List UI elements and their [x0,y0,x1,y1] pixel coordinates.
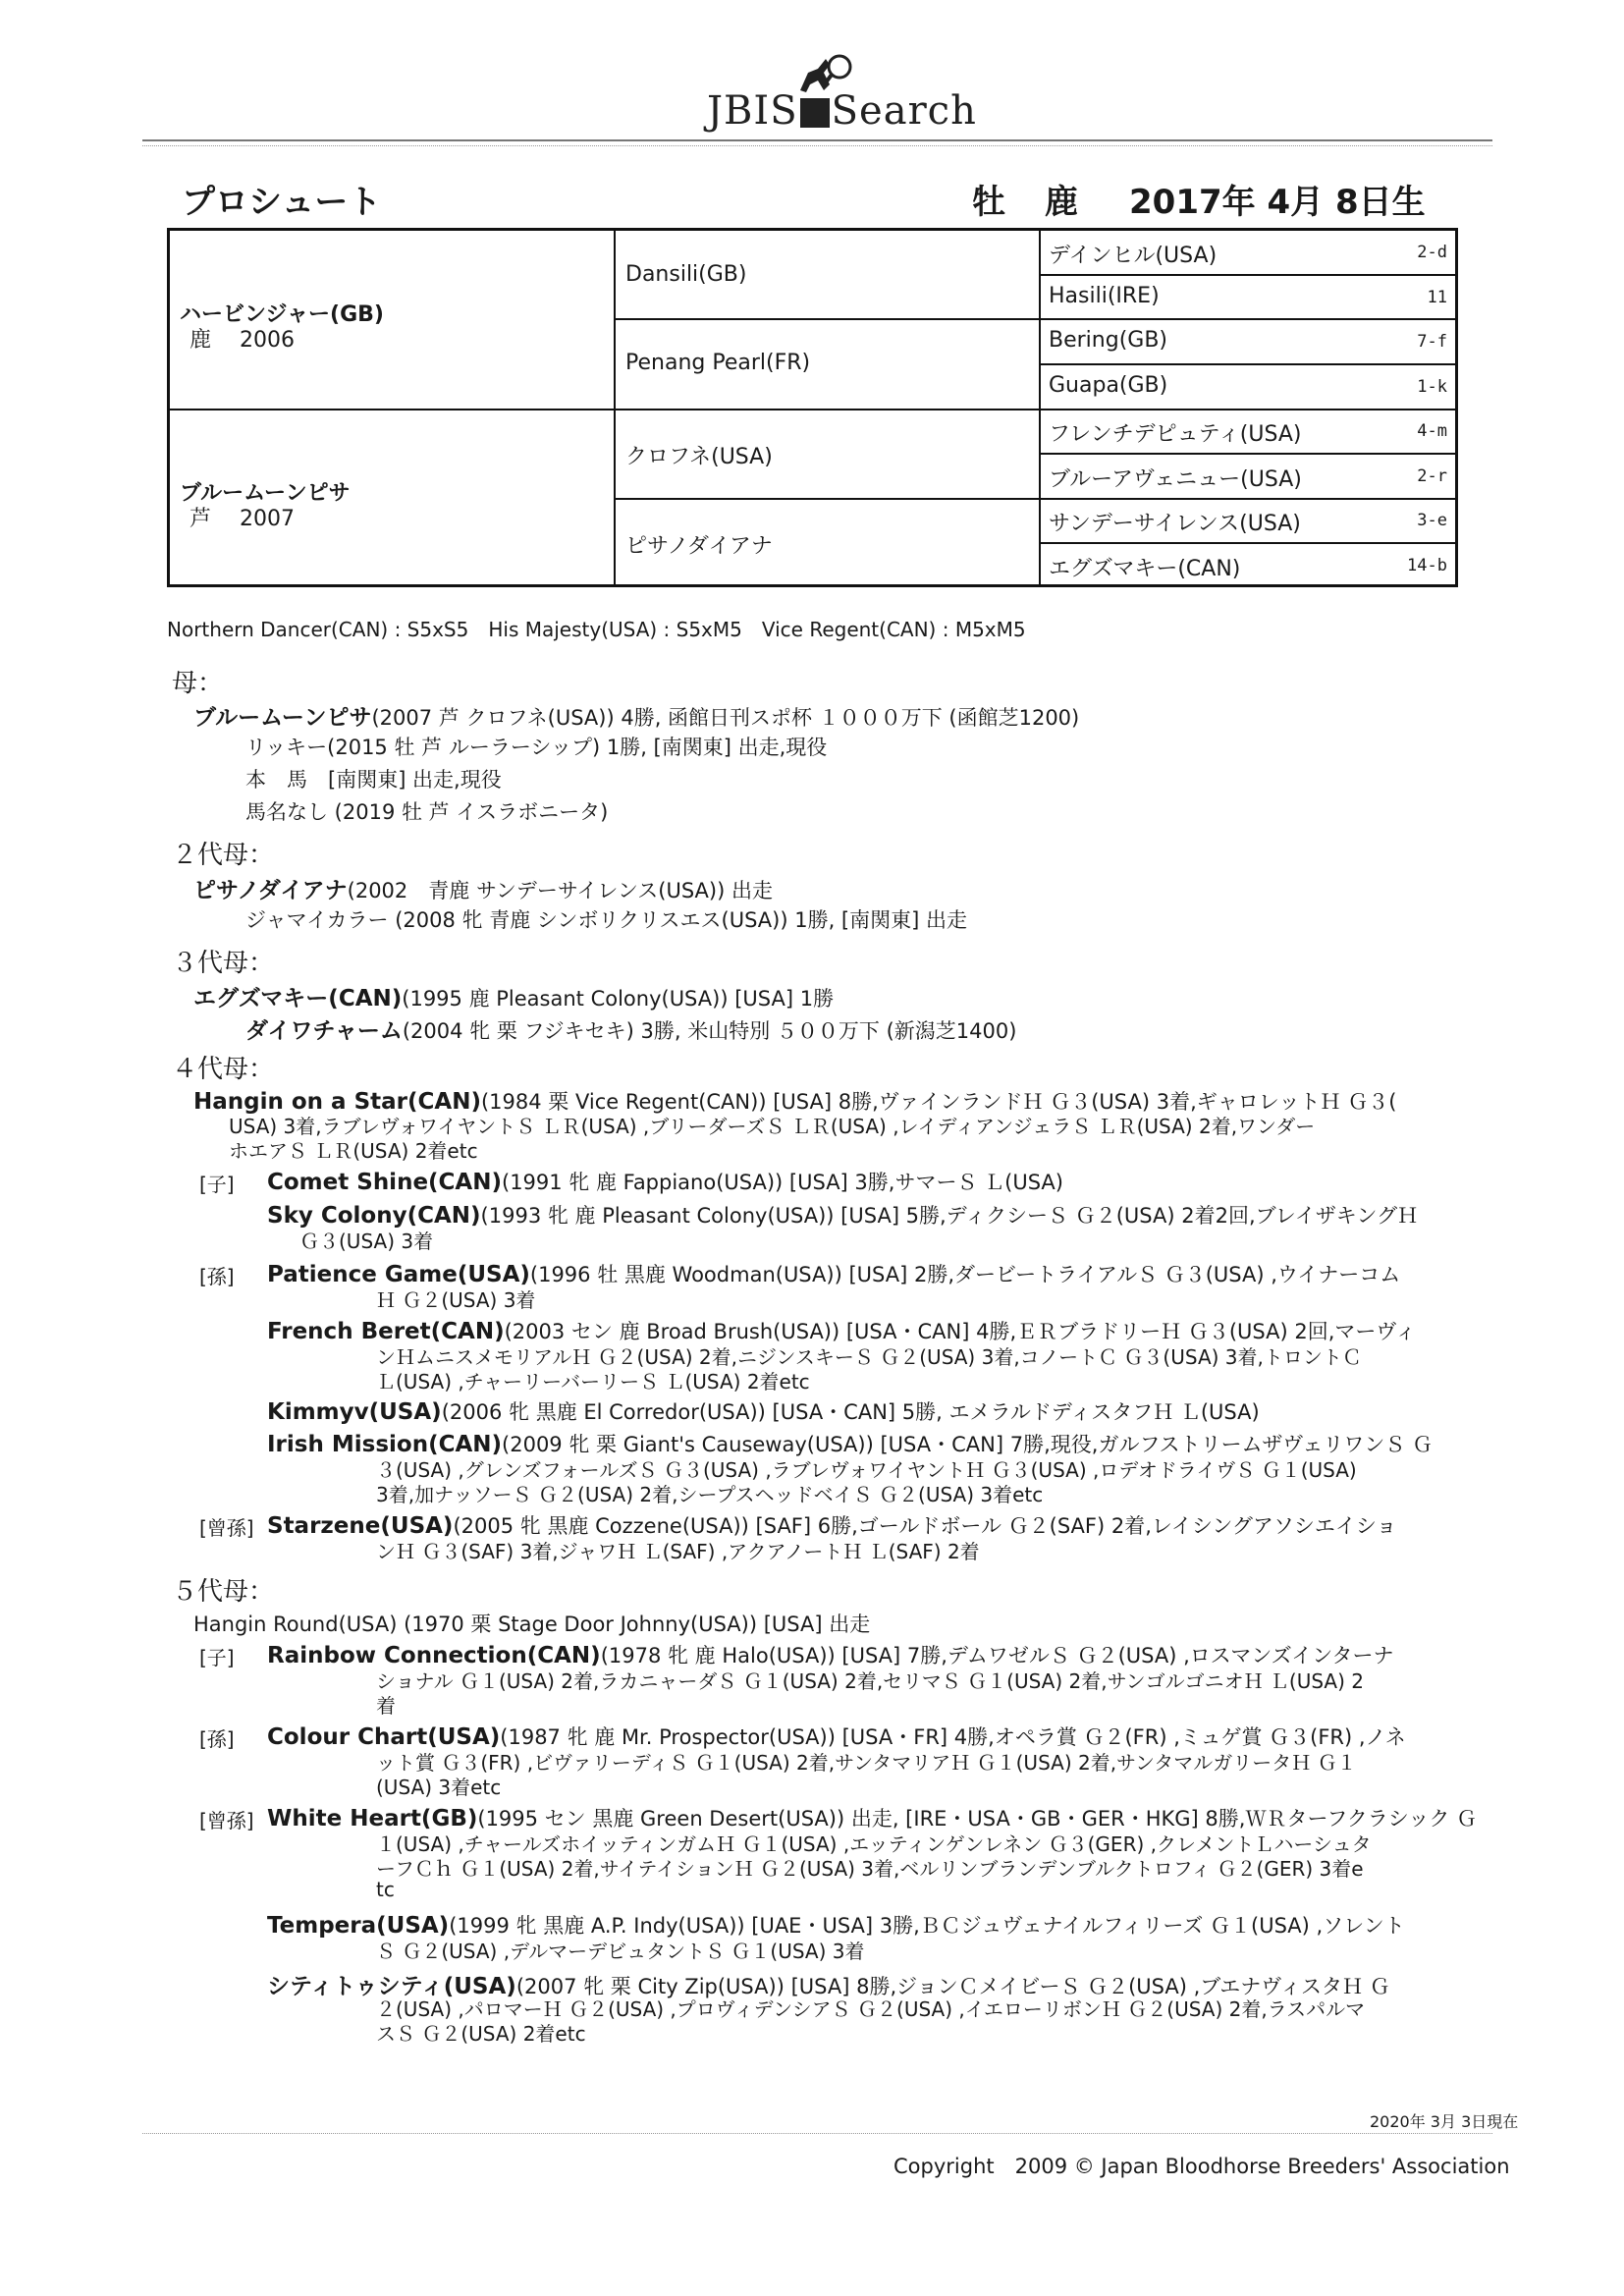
descendant-line-cont: 着 [376,1694,396,1718]
descendant-line-cont: ３(USA) ,グレンズフォールズＳ Ｇ３(USA) ,ラブレヴォワイヤントＨ Ｇ３(USA) ,ロデオドライヴＳ Ｇ１(USA) [376,1458,1357,1482]
gen3-name: デインヒル(USA) [1049,244,1218,268]
descendant-line: Starzene(USA)(2005 牝 黒鹿 Cozzene(USA)) [SAF] 6勝,ゴールドボール Ｇ２(SAF) 2着,レイシングアソシエイショ [267,1513,1397,1539]
fifth-dam-line: Hangin Round(USA) (1970 栗 Stage Door Johnny(USA)) [USA] 出走 [193,1613,871,1636]
section-third-dam: ３代母： [172,949,275,978]
dam-offspring-line: リッキー(2015 牡 芦 ルーラーシップ) 1勝, [南関東] 出走,現役 [245,736,828,759]
gen3-name: エグズマキー(CAN) [1049,557,1241,581]
gen3-family-code: 2-r [1417,466,1447,486]
dam-offspring-line: 本 馬 [南関東] 出走,現役 [245,768,502,792]
descendant-line-cont: ンＨ Ｇ３(SAF) 3着,ジャワＨ Ｌ(SAF) ,アクアノートＨ Ｌ(SAF) 2着 [376,1540,980,1563]
jbis-search-logo: JBIS Search [707,51,943,139]
fourth-dam-line-cont: ホエアＳ ＬＲ(USA) 2着etc [229,1139,478,1163]
descendant-line-cont: ンＨムニスメモリアルＨ Ｇ２(USA) 2着,ニジンスキーＳ Ｇ２(USA) 3着,コノートＣ Ｇ３(USA) 3着,トロントＣ [376,1345,1362,1369]
descendant-line-cont: Ｓ Ｇ２(USA) ,デルマーデビュタントＳ Ｇ１(USA) 3着 [376,1940,865,1963]
sire-name: ハービンジャー(GB) [180,302,384,327]
descendant-line-cont: tc [376,1878,395,1901]
gen3-name: フレンチデピュティ(USA) [1049,422,1302,447]
header-rule [142,139,1492,141]
descendant-line: French Beret(CAN)(2003 セン 鹿 Broad Brush(USA)) [USA・CAN] 4勝,ＥＲブラドリーＨ Ｇ３(USA) 2回,マーヴィ [267,1319,1417,1344]
dam-line: ブルームーンピサ(2007 芦 クロフネ(USA)) 4勝, 函館日刊スポ杯 １０００万下 (函館芝1200) [193,705,1080,731]
header-dotted-rule [142,145,1492,146]
descendant-line-cont: １(USA) ,チャールズホイッティンガムＨ Ｇ１(USA) ,エッティンゲンレネン Ｇ３(GER) ,クレメントＬハーシュタ [376,1832,1372,1856]
third-dam-offspring-line: ダイワチャーム(2004 牝 栗 フジキセキ) 3勝, 米山特別 ５００万下 (新潟芝1400) [245,1018,1017,1044]
logo-box [800,98,830,128]
gen3-family-code: 1-k [1417,377,1447,397]
gen3-family-code: 7-f [1417,332,1447,352]
tag-grandchild: [孫] [199,1265,235,1288]
descendant-line: Tempera(USA)(1999 牝 黒鹿 A.P. Indy(USA)) [UAE・USA] 3勝,ＢＣジュヴェナイルフィリーズ Ｇ１(USA) ,ソレント [267,1913,1405,1939]
gen3-name: サンデーサイレンス(USA) [1049,512,1301,536]
descendant-line-cont: Ｇ３(USA) 3着 [299,1230,434,1253]
tag-grandchild: [孫] [199,1727,235,1751]
descendant-line-cont: 3着,加ナッソーＳ Ｇ２(USA) 2着,シープスヘッドベイＳ Ｇ２(USA) 3着etc [376,1483,1044,1506]
descendant-line-cont: ２(USA) ,パロマーＨ Ｇ２(USA) ,プロヴィデンシアＳ Ｇ２(USA) ,イエローリボンＨ Ｇ２(USA) 2着,ラスパルマ [376,1997,1366,2021]
gen2-dam-sire: クロフネ(USA) [625,445,773,469]
section-second-dam: ２代母： [172,841,275,870]
gen3-family-code: 3-e [1417,511,1447,530]
dam-name: ブルームーンピサ [180,481,351,506]
gen3-family-code: 14-b [1407,556,1447,575]
third-dam-line: エグズマキー(CAN)(1995 鹿 Pleasant Colony(USA)) [USA] 1勝 [193,986,835,1011]
gen3-family-code: 11 [1427,288,1447,307]
descendant-line: Sky Colony(CAN)(1993 牝 鹿 Pleasant Colony(USA)) [USA] 5勝,ディクシーＳ Ｇ２(USA) 2着2回,ブレイザキングＨ [267,1203,1419,1229]
dam-info: 芦 2007 [189,507,295,531]
descendant-line: Colour Chart(USA)(1987 牝 鹿 Mr. Prospector(USA)) [USA・FR] 4勝,オペラ賞 Ｇ２(FR) ,ミュゲ賞 Ｇ３(FR) ,ノネ [267,1724,1406,1750]
descendant-line: Comet Shine(CAN)(1991 牝 鹿 Fappiano(USA)) [USA] 3勝,サマーＳ Ｌ(USA) [267,1170,1063,1195]
descendant-line-cont: ショナル Ｇ１(USA) 2着,ラカニャーダＳ Ｇ１(USA) 2着,セリマＳ Ｇ１(USA) 2着,サンゴルゴニオＨ Ｌ(USA) 2 [376,1669,1364,1693]
dam-offspring-line: 馬名なし (2019 牡 芦 イスラボニータ) [245,800,609,824]
copyright-notice: Copyright 2009 © Japan Bloodhorse Breeders' Association [893,2155,1510,2178]
section-dam: 母： [172,669,224,698]
gen3-name: Hasili(IRE) [1049,284,1160,308]
fourth-dam-line: Hangin on a Star(CAN)(1984 栗 Vice Regent(CAN)) [USA] 8勝,ヴァインランドＨ Ｇ３(USA) 3着,ギャロレットＨ Ｇ３( [193,1089,1397,1115]
section-fourth-dam: ４代母： [172,1055,275,1084]
descendant-line: White Heart(GB)(1995 セン 黒鹿 Green Desert(USA)) 出走, [IRE・USA・GB・GER・HKG] 8勝,ＷＲターフクラシック Ｇ [267,1806,1478,1831]
descendant-line-cont: スＳ Ｇ２(USA) 2着etc [376,2022,586,2046]
horse-sex-color: 牡 鹿 [972,183,1092,222]
tag-great-grandchild: [曾孫] [199,1809,254,1832]
descendant-line-cont: (USA) 3着etc [376,1776,502,1799]
gen3-family-code: 2-d [1417,243,1447,262]
sire-info: 鹿 2006 [189,328,295,353]
inbreeding-note: Northern Dancer(CAN) : S5xS5 His Majesty(USA) : S5xM5 Vice Regent(CAN) : M5xM5 [167,618,1026,641]
tag-great-grandchild: [曾孫] [199,1516,254,1540]
gen3-name: Bering(GB) [1049,328,1167,353]
gen2-sire-sire: Dansili(GB) [625,262,747,287]
tag-child: [子] [199,1173,235,1196]
descendant-line-cont: ット賞 Ｇ３(FR) ,ビヴァリーディＳ Ｇ１(USA) 2着,サンタマリアＨ Ｇ１(USA) 2着,サンタマルガリータＨ Ｇ１ [376,1751,1357,1775]
as-of-date: 2020年 3月 3日現在 [1370,2112,1519,2131]
gen3-name: ブルーアヴェニュー(USA) [1049,467,1302,492]
descendant-line-cont: ーフＣｈ Ｇ１(USA) 2着,サイテイションＨ Ｇ２(USA) 3着,ベルリンブランデンブルクトロフィ Ｇ２(GER) 3着e [376,1857,1364,1881]
pedigree-table [167,228,1458,587]
gen2-sire-dam: Penang Pearl(FR) [625,351,811,375]
fourth-dam-line-cont: USA) 3着,ラブレヴォワイヤントＳ ＬＲ(USA) ,ブリーダーズＳ ＬＲ(USA) ,レイディアンジェラＳ ＬＲ(USA) 2着,ワンダー [229,1115,1316,1138]
gen2-dam-dam: ピサノダイアナ [625,534,773,559]
footer-dotted-rule [142,2133,1492,2134]
section-fifth-dam: ５代母： [172,1577,275,1607]
descendant-line: Kimmyv(USA)(2006 牝 黒鹿 El Corredor(USA)) [USA・CAN] 5勝, エメラルドディスタフＨ Ｌ(USA) [267,1399,1260,1425]
second-dam-offspring-line: ジャマイカラー (2008 牝 青鹿 シンボリクリスエス(USA)) 1勝, [南関東] 出走 [245,908,967,932]
second-dam-line: ピサノダイアナ(2002 青鹿 サンデーサイレンス(USA)) 出走 [193,878,773,903]
descendant-line: Irish Mission(CAN)(2009 牝 栗 Giant's Causeway(USA)) [USA・CAN] 7勝,現役,ガルフストリームザヴェリワンＳ Ｇ [267,1432,1434,1457]
gen3-family-code: 4-m [1417,421,1447,441]
gen3-name: Guapa(GB) [1049,373,1168,398]
tag-child: [子] [199,1646,235,1669]
descendant-line: Patience Game(USA)(1996 牡 黒鹿 Woodman(USA)) [USA] 2勝,ダービートライアルＳ Ｇ３(USA) ,ウイナーコム [267,1262,1401,1287]
descendant-line: シティトゥシティ(USA)(2007 牝 栗 City Zip(USA)) [USA] 8勝,ジョンＣメイビーＳ Ｇ２(USA) ,ブエナヴィスタＨ Ｇ [267,1974,1390,1999]
horse-name: プロシュート [182,183,382,222]
descendant-line: Rainbow Connection(CAN)(1978 牝 鹿 Halo(USA)) [USA] 7勝,デムワゼルＳ Ｇ２(USA) ,ロスマンズインターナ [267,1643,1394,1668]
descendant-line-cont: Ｌ(USA) ,チャーリーバーリーＳ Ｌ(USA) 2着etc [376,1370,810,1394]
horse-birthdate: 2017年 4月 8日生 [1129,183,1426,222]
descendant-line-cont: Ｈ Ｇ２(USA) 3着 [376,1288,536,1312]
